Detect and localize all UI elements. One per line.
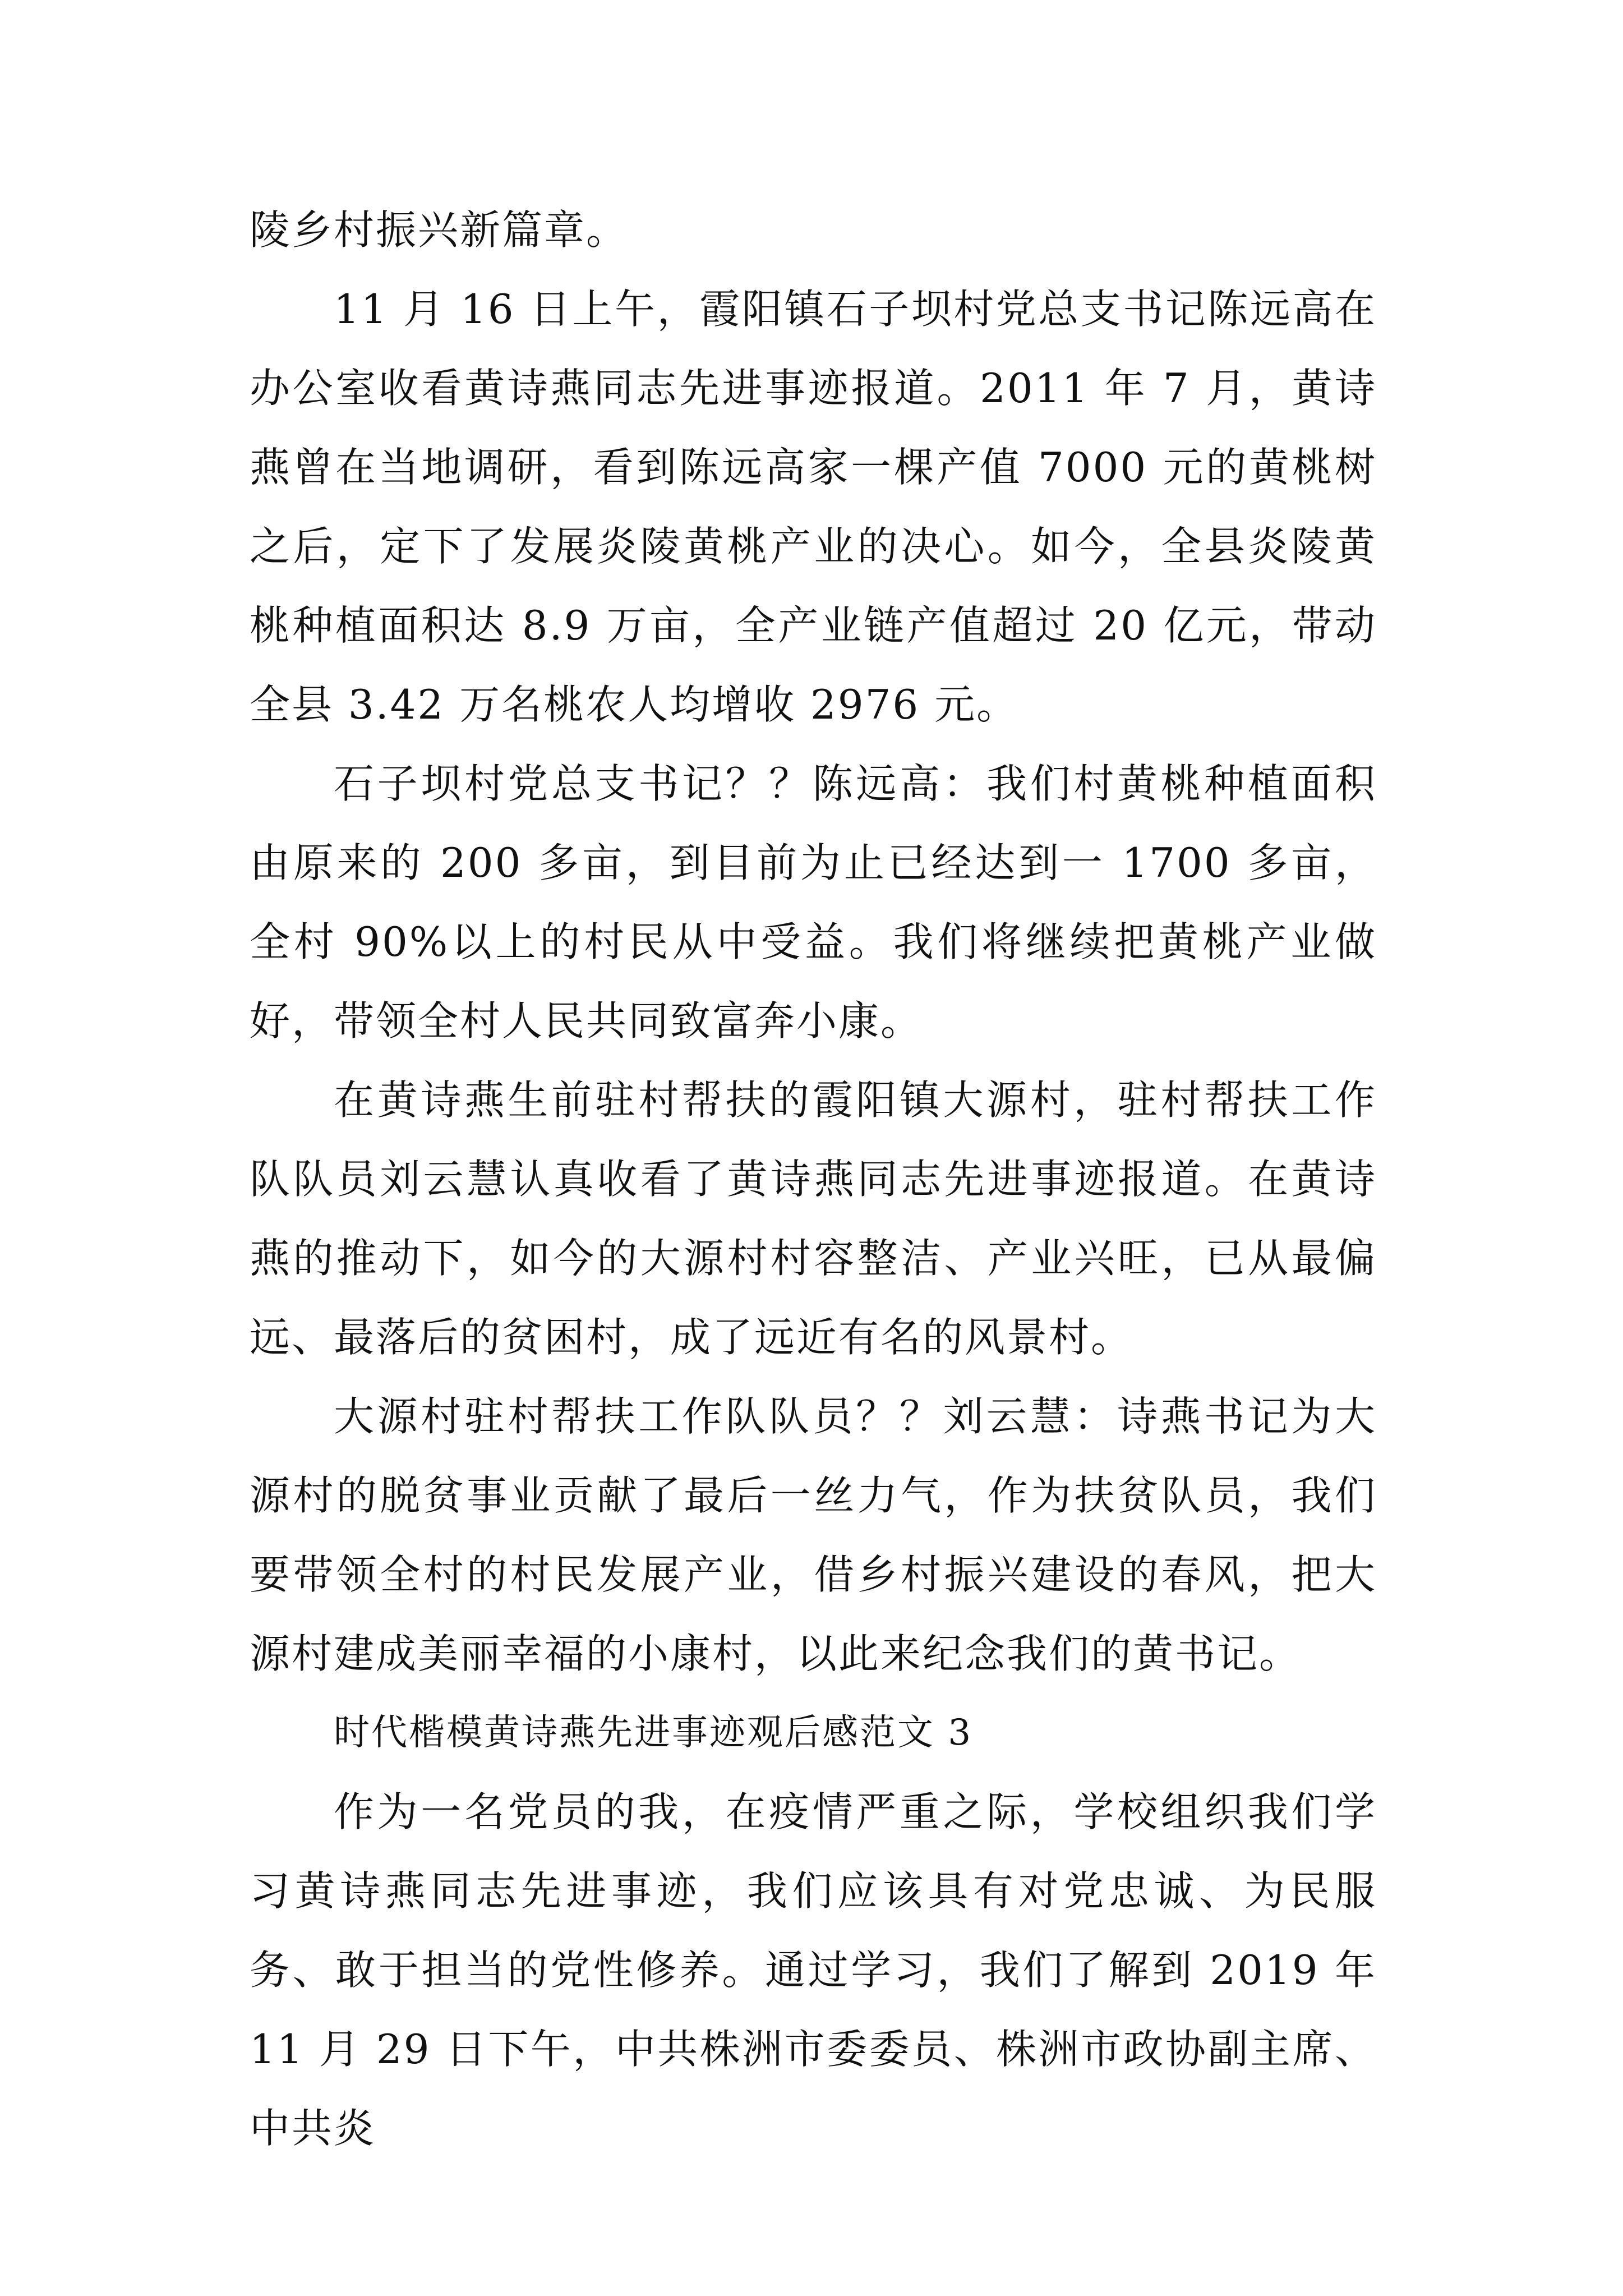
document-body xyxy=(250,191,1377,2168)
section-heading: 时代楷模黄诗燕先进事迹观后感范文 3 xyxy=(334,1712,973,1754)
paragraph-chen-yuangao-quote: 石子坝村党总支书记？？陈远高：我们村黄桃种植面积由原来的 200 多亩，到目前为止已经达到一 1700 多亩，全村 90%以上的村民从中受益。我们将继续把黄桃产业做好，带领全村人民共同致富奔小康。 xyxy=(250,760,1377,1045)
paragraph-huangtao-industry: 11 月 16 日上午，霞阳镇石子坝村党总支书记陈远高在办公室收看黄诗燕同志先进事迹报道。2011 年 7 月，黄诗燕曾在当地调研，看到陈远高家一棵产值 7000 元的黄桃树之后，定下了发展炎陵黄桃产业的决心。如今，全县炎陵黄桃种植面积达 8.9 万亩，全产业链产值超过 20 亿元，带动全县 3.42 万名桃农人均增收 2976 元。 xyxy=(250,286,1377,728)
paragraph-dayuan-village: 在黄诗燕生前驻村帮扶的霞阳镇大源村，驻村帮扶工作队队员刘云慧认真收看了黄诗燕同志先进事迹报道。在黄诗燕的推动下，如今的大源村村容整洁、产业兴旺，已从最偏远、最落后的贫困村，成了远近有名的风景村。 xyxy=(250,1076,1377,1361)
paragraph-continuation: 陵乡村振兴新篇章。 xyxy=(250,206,629,254)
paragraph-liu-yunhui-quote: 大源村驻村帮扶工作队队员？？刘云慧：诗燕书记为大源村的脱贫事业贡献了最后一丝力气，作为扶贫队员，我们要带领全村的村民发展产业，借乡村振兴建设的春风，把大源村建成美丽幸福的小康村，以此来纪念我们的黄书记。 xyxy=(250,1393,1377,1677)
paragraph-party-member-reflection: 作为一名党员的我，在疫情严重之际，学校组织我们学习黄诗燕同志先进事迹，我们应该具有对党忠诚、为民服务、敢于担当的党性修养。通过学习，我们了解到 2019 年 11 月 29 日下午，中共株洲市委委员、株洲市政协副主席、中共炎 xyxy=(250,1788,1377,2152)
